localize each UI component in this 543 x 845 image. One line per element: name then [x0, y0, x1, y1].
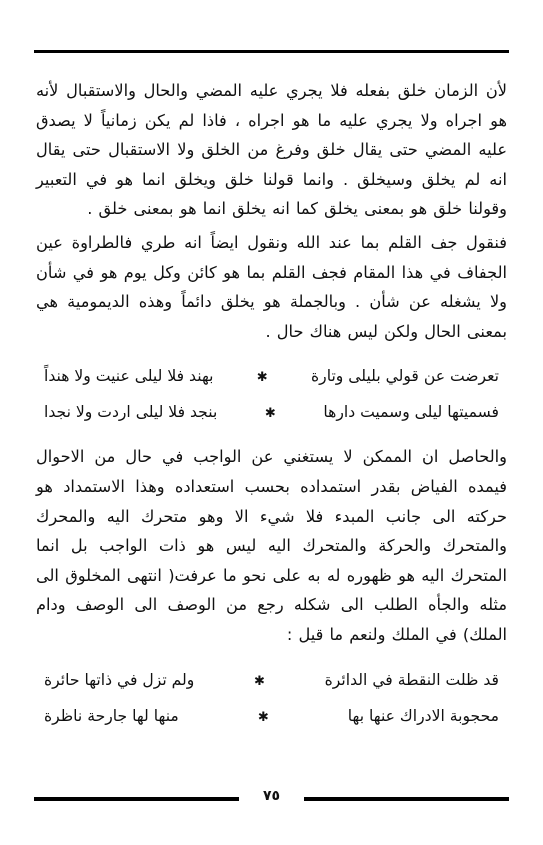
top-rule: [34, 50, 509, 53]
paragraph: لأن الزمان خلق بفعله فلا يجري عليه المضي والحال والاستقبال لأنه هو اجراه ولا يجري عليه ما هو اجراه ، فاذا لم يكن زمانياً لا يصدق عليه المضي حتى يقال خلق وفرغ من الخلق ولا الاستقبال حتى يقال انه لم يخلق وسيخلق . وانما قولنا خلق ويخلق انما هو في التعبير وقولنا خلق هو بمعنى يخلق كما انه يخلق انما هو بمعنى خلق .: [36, 81, 507, 219]
verse-hemistich-second: ولم تزل في ذاتها حائرة: [44, 670, 195, 689]
verse-hemistich-second: بهند فلا ليلى عنيت ولا هنداً: [44, 367, 214, 386]
footer-rule: [304, 797, 509, 801]
verse-separator-icon: ✱: [264, 406, 276, 422]
footer-rule: [34, 797, 239, 801]
verse-separator-icon: ✱: [257, 709, 269, 725]
verse-hemistich-first: فسميتها ليلى وسميت دارها: [323, 403, 499, 422]
paragraph: والحاصل ان الممكن لا يستغني عن الواجب في حال من الاحوال فيمده الفياض بقدر استمداده بحسب استعداده وهذا الاستمداد هو حركته الى جانب المبدء فلا شيء الا وهو متحرك اليه والمحرك والمتحرك والحركة والمتحرك اليه ليس هو ذات الواجب بل انما المتحرك اليه هو ظهوره له به على نحو ما عرفت( انتهى المخلوق الى مثله والجأه الطلب الى شكله رجع من الوصف الى الوصف ودام الملك) في الملك ولنعم ما قيل :: [36, 447, 507, 644]
body-text: [36, 76, 507, 734]
verse-line: [36, 698, 507, 734]
verse-hemistich-first: محجوبة الادراك عنها بها: [347, 706, 499, 725]
verse-hemistich-second: بنجد فلا ليلى اردت ولا نجدا: [44, 403, 218, 422]
verse-hemistich-second: منها لها جارحة ناظرة: [44, 706, 179, 725]
verse-separator-icon: ✱: [254, 673, 265, 689]
verse-hemistich-first: قد ظلت النقطة في الدائرة: [324, 670, 499, 689]
page-footer: [34, 790, 509, 806]
verse-line: [36, 394, 507, 430]
verse-line: [36, 358, 507, 394]
verse-hemistich-first: تعرضت عن قولي بليلى وتارة: [311, 367, 499, 386]
page-number: ٧٥: [262, 788, 281, 804]
paragraph: فنقول جف القلم بما عند الله ونقول ايضاً انه طري فالطراوة عين الجفاف في هذا المقام فجف القلم بما هو كائن وكل يوم هو في شأن ولا يشغله عن شأن . وبالجملة هو يخلق دائماً وهذه الديمومية هي بمعنى الحال ولكن ليس هناك حال .: [36, 232, 507, 341]
verse-separator-icon: ✱: [256, 370, 268, 386]
verse-line: [36, 662, 507, 698]
